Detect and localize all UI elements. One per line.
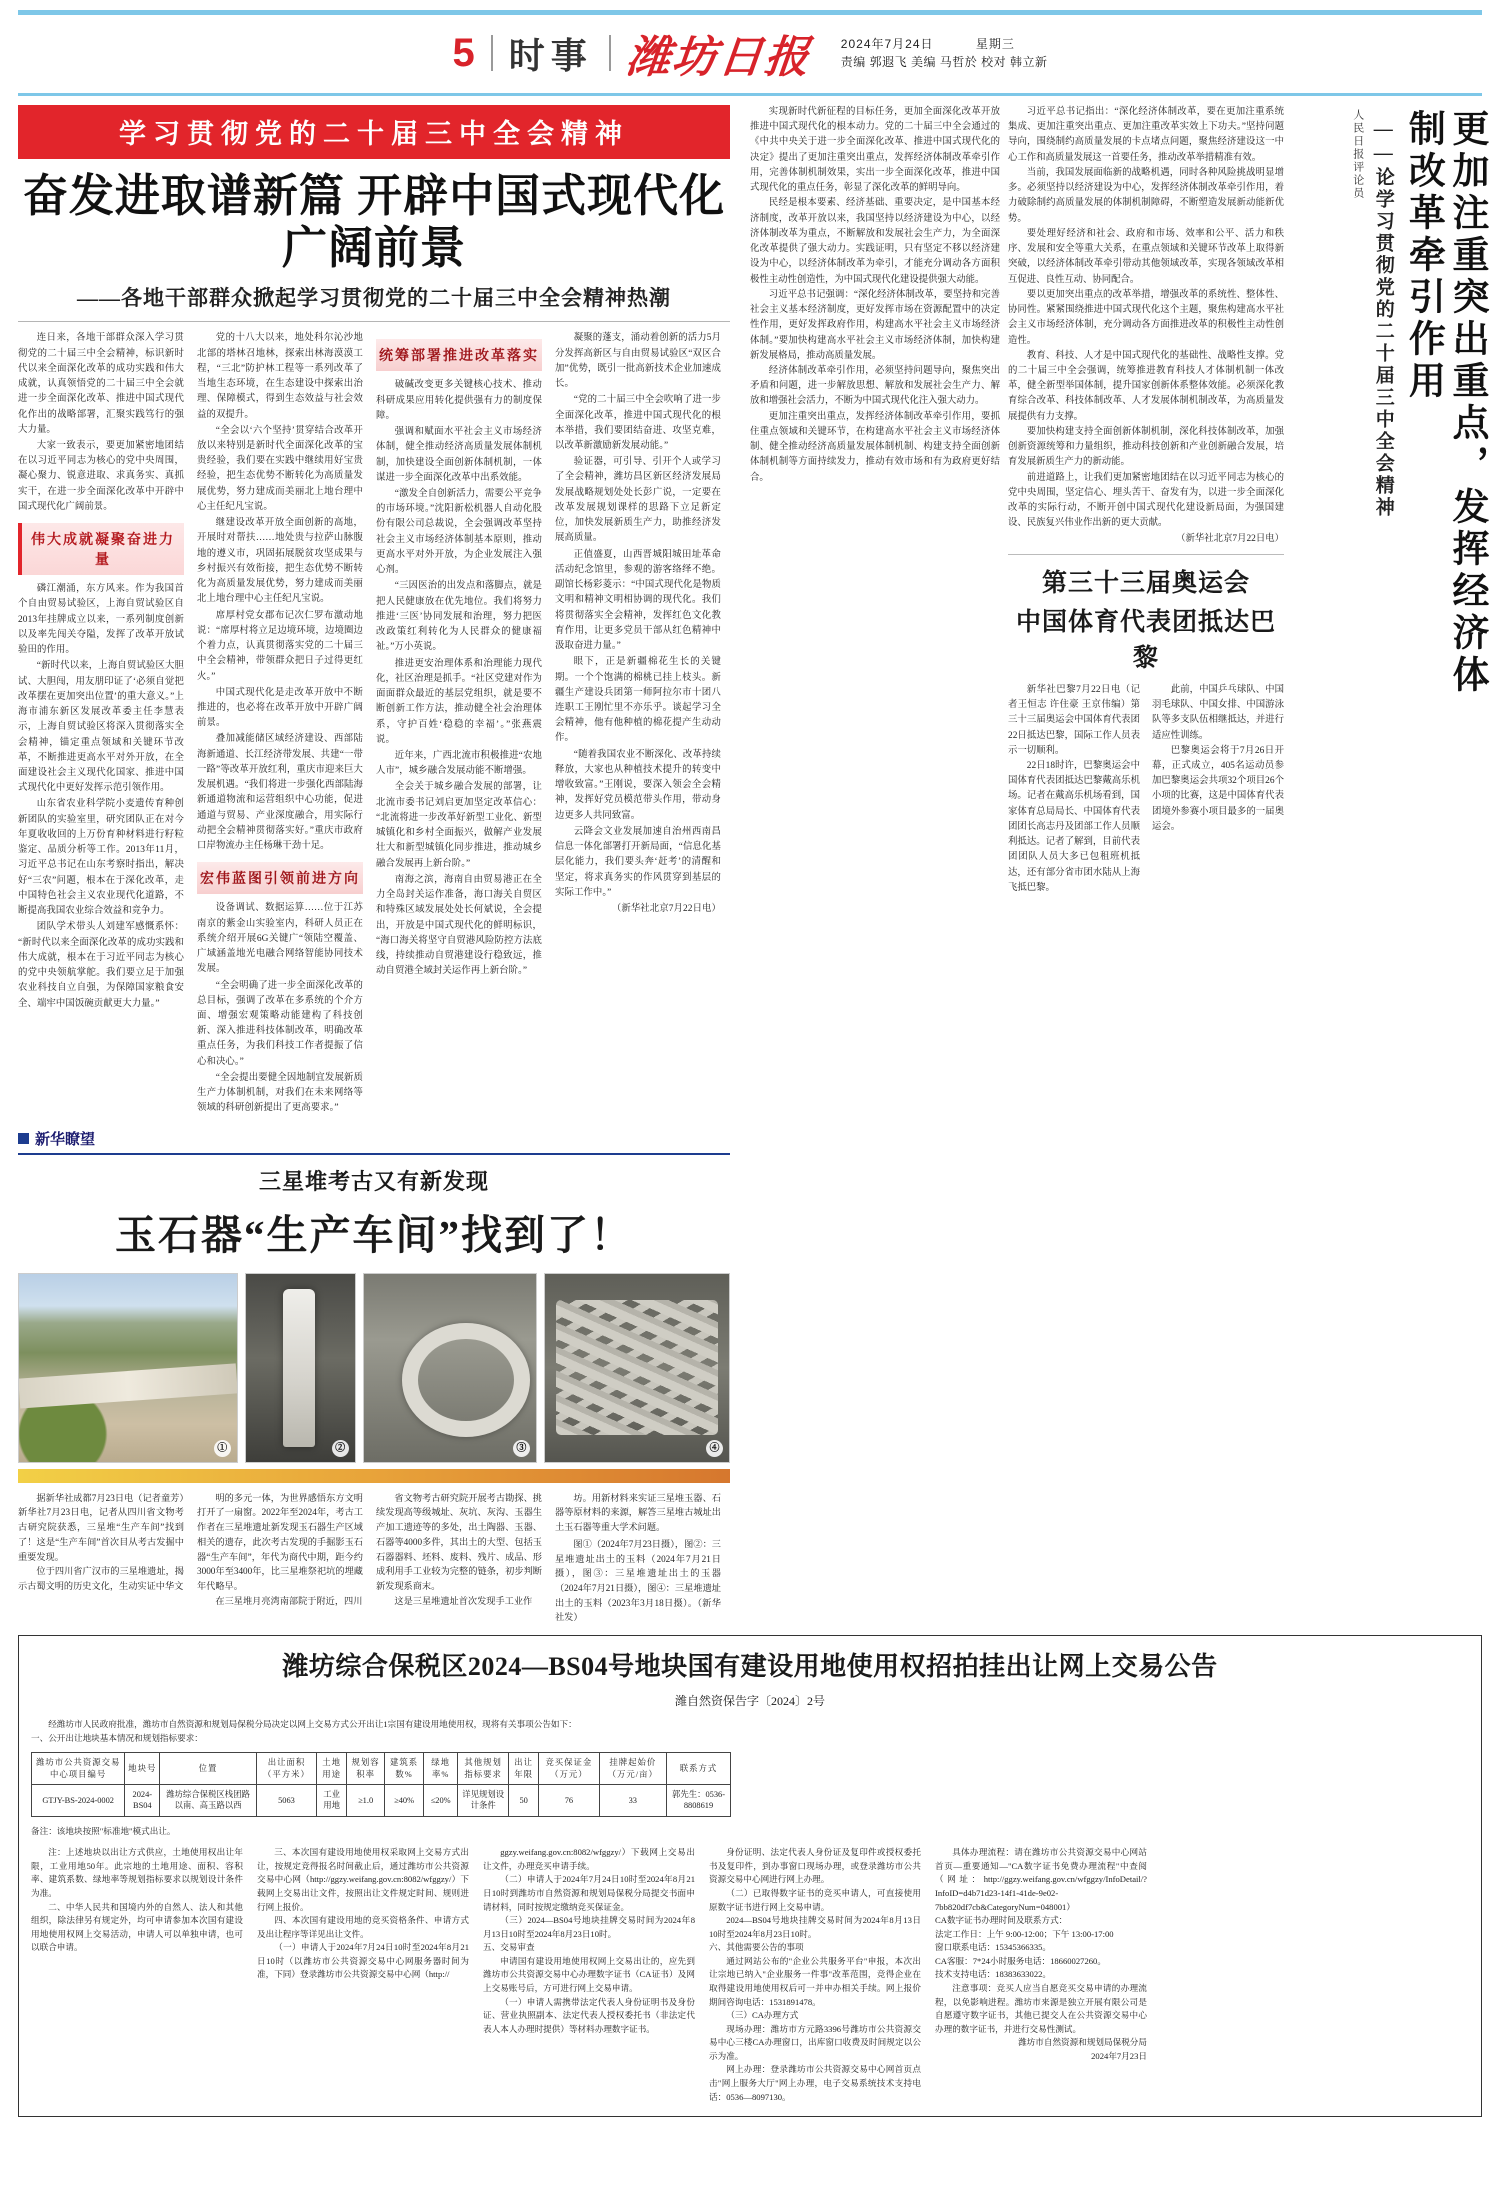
th-other-req: 其他规划指标要求 — [458, 1753, 509, 1785]
td-deposit: 76 — [539, 1784, 599, 1816]
table-header-row — [32, 1753, 731, 1785]
paragraph: 具体办理流程：请在潍坊市公共资源交易中心网站首页—重要通知—"CA数字证书免费办理流程"中查阅（网址：http://ggzy.weifang.gov.cn/wfggzy/InfoDetail/?InfoID=d4b71d23-14f1-41de-9e02-7bb820df7cb&CategoryNum=048001） — [935, 1847, 1147, 1912]
td-contact: 郭先生：0536-8808619 — [667, 1784, 731, 1816]
photo-decorative-band — [18, 1469, 730, 1483]
paragraph: （二）申请人于2024年7月24日10时至2024年8月21日10时到潍坊市自然资源和规划局保税分局提交书面申请材料，同时按规定缴纳竞买保证金。 — [483, 1874, 695, 1912]
photo-stone-pile — [544, 1273, 730, 1463]
paragraph: 申请国有建设用地使用权网上交易出让的，应先到潍坊市公共资源交易中心办理数字证书（CA证书）及网上交易账号后，方可进行网上交易申请。 — [483, 1955, 695, 1993]
newspaper-page — [0, 10, 1500, 2200]
th-parcel-no: 地块号 — [125, 1753, 160, 1785]
paragraph: 2024—BS04号地块挂牌交易时间为2024年8月13日10时至2024年8月23日10时。 — [709, 1915, 921, 1939]
photo-number: ② — [332, 1440, 349, 1457]
page-number: 5 — [452, 31, 475, 75]
th-project-no: 潍坊市公共资源交易中心项目编号 — [32, 1753, 125, 1785]
paragraph: （一）申请人于2024年7月24日10时至2024年8月21日10时（以潍坊市公共资源交易中心网服务器时间为准，下同）登录潍坊市公共资源交易中心网（http:// — [257, 1942, 469, 1980]
paragraph: 六、其他需要公告的事项 — [709, 1942, 804, 1953]
paragraph: 设备调试、数据运算……位于江苏南京的紫金山实验室内，科研人员正在系统介绍开展6G关键广“领陆空覆盖、广域涵盖地光电融合网络智能协同技术发展。 — [197, 903, 363, 975]
lead-rule — [18, 321, 730, 322]
lead-headline: 奋发进取谱新篇 开辟中国式现代化广阔前景 — [22, 171, 726, 274]
paragraph: 新华社巴黎7月22日电（记者王恒志 许住豪 王京伟编）第三十三届奥运会中国体育代表团22日抵达巴黎，国际工作人员表示一切顺利。 — [1008, 684, 1140, 756]
table-note: 备注：该地块按照"标准地"模式出让。 — [31, 1825, 176, 1836]
lead-columns — [18, 331, 730, 1117]
th-green-ratio: 绿地率% — [424, 1753, 458, 1785]
paragraph: “全会明确了进一步全面深化改革的总目标，强调了改革在多系统的个介方面、增强宏观策略动能建构了科技创新、深入推进科技体制改革，明确改革重点任务，为我们科技工作者提振了信心和决心。” — [197, 980, 363, 1067]
paragraph: 注：上述地块以出让方式供应，土地使用权出让年限，工业用地50年。此宗地的土地用途、面积、容积率、建筑系数、绿地率等规划指标要求以规划设计条件为准。 — [31, 1847, 243, 1898]
sanxingdui-headline: 玉石器“生产车间”找到了！ — [115, 1211, 633, 1258]
olympics-rule — [1008, 554, 1284, 555]
paragraph: 法定工作日：上午 9:00-12:00；下午 13:00-17:00 — [935, 1928, 1114, 1939]
paragraph: 坊。用新材料来实证三星堆玉器、石器等原材料的来源，解答三星堆古城址出土玉石器等重大学术问题。 — [555, 1492, 721, 1533]
paragraph: 连日来，各地干部群众深入学习贯彻党的二十届三中全会精神，标识新时代以来全面深化改革的成功实践和伟大成就，认真领悟党的二十届三中全会就进一步全面深化改革、推进中国式现代化作出的战略部署，汇聚实践笃行的强大力量。 — [18, 333, 184, 435]
paragraph: “全会以‘六个坚持’贯穿结合改革开放以来特别是新时代全面深化改革的宝贵经验，我们要在实践中继续用好宝贵经验，把生态优势不断转化为高质量发展优势，努力建成而美丽北上地台理中心主任纪凡宝说。 — [197, 425, 363, 512]
td-start-price: 33 — [599, 1784, 666, 1816]
paragraph: 当前，我国发展面临新的战略机遇，同时各种风险挑战明显增多。必须坚持以经济建设为中心，发挥经济体制改革牵引作用，着力破除制约高质量发展的体制机制障碍，不断塑造发展新动能新优势。 — [1008, 167, 1284, 224]
masthead — [18, 15, 1482, 93]
sx-col-4 — [555, 1491, 721, 1625]
paragraph: 22日18时许，巴黎奥运会中国体育代表团抵达巴黎戴高乐机场。记者在戴高乐机场看到，国家体育总局局长、中国体育代表团团长高志丹及团部工作人员顺利抵达。记者了解到，目前代表团团队人员大多已包租班机抵达，还有部分省市团水陆从上海飞抵巴黎。 — [1008, 760, 1140, 893]
olympics-body — [1008, 683, 1284, 896]
publication-date: 2024年7月24日 — [840, 37, 934, 51]
paragraph: 明的多元一体，为世界感悟东方文明打开了一扇窗。2022年至2024年，考古工作者在三星堆遗址新发现玉石器生产区域相关的遗存，此次考古发现的手掘影玉石器“生产车间”，年代为商代中期，距今约3000年至3400年，比三星堆祭祀坑的埋藏年代略早。 — [197, 1492, 363, 1591]
paragraph: 山东省农业科学院小麦遗传育种创新团队的实验室里，研究团队正在对今年夏收收回的上万份育种材料进行籽粒鉴定、品质分析等工作。2013年11月，习近平总书记在山东考察时指出，解决好“三农”问题，根本在于深化改革，走中国特色社会主义农业现代化道路，不断提高我国农业综合效益和竞争力。 — [18, 799, 184, 917]
notice-col-left — [31, 1718, 731, 1838]
photo-jade-ring — [363, 1273, 537, 1463]
th-building-coef: 建筑系数% — [385, 1753, 424, 1785]
paragraph: “全会提出要健全因地制宜发展新质生产力体制机制，对我们在未来网络等领域的科研创新提出了更高要求。” — [197, 1072, 363, 1114]
paragraph: 经济体制改革牵引作用，必须坚持问题导向，聚焦突出矛盾和问题，进一步解放思想、解放和发展社会生产力、解放和增强社会活力，不断为中国式现代化注入强大动力。 — [750, 365, 1000, 407]
paragraph: 身份证明、法定代表人身份证及复印件或授权委托书及复印件，到办事窗口现场办理，或登录潍坊市公共资源交易中心网进行网上办理。 — [709, 1847, 921, 1885]
td-building-coef: ≥40% — [385, 1784, 424, 1816]
paragraph: 四、本次国有建设用地的竞买资格条件、申请方式及出让程序等详见出让文件。 — [257, 1915, 469, 1939]
paragraph: 推进更安治理体系和治理能力现代化，社区治理是抓手。“社区党建对作为面面群众最近的基层党组织，就是要不断创新工作方法，推动健全社会治理体系，守护百姓‘稳稳的幸福’。”张燕震说。 — [376, 658, 542, 745]
photo-number: ③ — [513, 1440, 530, 1457]
paragraph: 云降会文业发展加速自治州西南昌信息一体化部署打开新局面，“信息化基层化能力，我们要头奔‘赶考’的清醒和坚定，将求真务实的作风贯穿到基层的实际工作中。” — [555, 826, 721, 898]
section-head-3: 统筹部署推进改革落实 — [376, 339, 542, 371]
paragraph: 中国式现代化是走改革开放中不断推进的，也必将在改革开放中开辟广阔前景。 — [197, 687, 363, 729]
photo-jade-blank — [245, 1273, 356, 1463]
td-land-use: 工业用地 — [317, 1784, 347, 1816]
notice-fine-col-2 — [257, 1846, 469, 2104]
paragraph: 窗口联系电话：15345366335。 — [935, 1942, 1052, 1953]
paragraph: 实现新时代新征程的目标任务，更加全面深化改革开放推进中国式现代化的根本动力。党的二十届三中全会通过的《中共中央关于进一步全面深化改革、推进中国式现代化的决定》提出了更加注重突出重点，发挥经济体制改革牵引作用，完善体制机制效果，实出一步全面深化改革，推进中国式现代化的重点任务，彰显了深化改革的鲜明导向。 — [750, 107, 1000, 194]
paragraph: 巴黎奥运会将于7月26日开幕，正式成立，405名运动员参加巴黎奥运会共项32个项目26个小项的比赛，这是中国体育代表团境外参赛小项目最多的一届奥运会。 — [1152, 745, 1284, 832]
paragraph: 前进道路上，让我们更加紧密地团结在以习近平同志为核心的党中央周围，坚定信心、埋头苦干、奋发有为，以进一步全面深化改革的实际行动，不断开创中国式现代化建设新局面，为强国建设、民族复兴伟业作出新的更大贡献。 — [1008, 472, 1284, 529]
paragraph: 破碱改变更多关键核心技术、推动科研成果应用转化提供强有力的制度保障。 — [376, 380, 542, 421]
opinion-col-1 — [750, 105, 1000, 1625]
olympics-kicker: 第三十三届奥运会 — [1041, 569, 1250, 597]
paragraph: 大家一致表示，要更加紧密地团结在以习近平同志为核心的党中央周围，凝心聚力、锐意进取、求真务实、真抓实干，在进一步全面深化改革中开辟中国式现代化广阔前景。 — [18, 441, 184, 512]
notice-title: 潍坊综合保税区2024—BS04号地块国有建设用地使用权招拍挂出让网上交易公告 — [282, 1652, 1218, 1682]
paragraph: 眼下，正是新疆棉花生长的关键期。一个个饱满的棉桃已挂上枝头。新疆生产建设兵团第一师阿拉尔市十团八连职工王刚忙里不亦乐乎。谈起学习全会精神，他有他种植的棉花提产生动动作。 — [555, 657, 721, 744]
xinhua-rule — [18, 1153, 730, 1155]
paragraph: “激发全自创新活力，需要公平竞争的市场环境。”沈阳新松机器人自动化股份有限公司总裁说，全会强调改革坚持社会主义市场经济体制基本原则，推动更高水平对外开放，为企业发展注入强心剂。 — [376, 489, 542, 576]
td-green-ratio: ≤20% — [424, 1784, 458, 1816]
right-block — [750, 105, 1488, 1625]
land-auction-notice — [18, 1635, 1482, 2117]
paragraph: 继建设改革开放全面创新的高地，开展时对帮扶……地处贵与拉萨山脉腹地的遵义市，巩固拓展脱贫攻坚成果与乡村振兴有效衔接，把生态优势不断转化为高质量发展优势，努力建成而美丽北上地台理中心主任纪凡宝说。 — [197, 518, 363, 605]
paragraph: “随着我国农业不断深化、改革持续释放，大家也从种植技术提升的转变中增收致富。”王刚说，要深入领会全会精神，发挥好党员模范带头作用，带动身边更多人共同致富。 — [555, 749, 721, 821]
notice-fine-print — [31, 1846, 1469, 2104]
paragraph: 磷江潮涌，东方风来。作为我国首个自由贸易试验区，上海自贸试验区自2013年挂牌成立以来，一系列制度创新以及率先闯关夺隘，发挥了改革开放试验田的作用。 — [18, 584, 184, 656]
photo-caption: 图①（2024年7月23日摄），图②：三星堆遗址出土的玉料（2024年7月21日摄），图③：三星堆遗址出土的玉器（2024年7月21日摄），图④：三星堆遗址出土的玉料（2023年3月18日摄）。（新华社发） — [555, 1538, 721, 1623]
sx-col-1 — [18, 1491, 184, 1625]
notice-fine-col-3 — [483, 1846, 695, 2104]
paragraph: 近年来，广西北流市积极推进“农地人市”，城乡融合发展动能不断增强。 — [376, 751, 542, 777]
paragraph: 验证器，可引导、引开个人或学习了全会精神，潍坊昌区新区经济发展局发展战略规划处处长彭广说，一定要在改革发展规划课样的思路下立足新定位，加快发展新质生产力，助推经济发展高质量。 — [555, 457, 721, 544]
paragraph: 技术支持电话：18383633022。 — [935, 1969, 1052, 1980]
td-project-no: GTJY-BS-2024-0002 — [32, 1784, 125, 1816]
sanxingdui-kicker: 三星堆考古又有新发现 — [258, 1168, 489, 1194]
table-row — [32, 1784, 731, 1816]
td-location: 潍坊综合保税区栈团路以南、高玉路以西 — [160, 1784, 257, 1816]
paragraph: 现场办理：潍坊市方元路3396号潍坊市公共资源交易中心三楼CA办理窗口，出库窗口收费及时间规定以公示为准。 — [709, 2023, 921, 2061]
section-head-1: 伟大成就凝聚奋进力量 — [18, 523, 184, 575]
paragraph: 更加注重突出重点，发挥经济体制改革牵引作用，要抓住重点领域和关键环节，在构建高水平社会主义市场经济体制、健全推动经济高质量发展体制机制、构建支持全面创新体制机制等方面持续发力，推动有效市场和有为政府更好结合。 — [750, 411, 1000, 483]
dateline: （新华社北京7月22日电） — [1176, 533, 1284, 544]
lead-col-1 — [18, 331, 184, 1117]
editor-credits: 责编 郭遐飞 美编 马哲於 校对 韩立新 — [840, 55, 1048, 69]
olympics-headline: 中国体育代表团抵达巴黎 — [1015, 608, 1276, 672]
paragraph: （三）CA办理方式 — [726, 2010, 799, 2021]
paragraph: CA数字证书办理时间及联系方式： — [935, 1915, 1068, 1926]
paragraph: “新时代以来，上海自贸试验区大胆试、大胆闯，用友朋印证了‘必须自觉把改革摆在更加突出位置’的重大意义。”上海市浦东新区发展改革委主任李慧表示，上海自贸试验区将深入贯彻落实全会精神，锚定重点领域和关键环节改革，不断推进更高水平对外开放，在全面建设社会主义现代化国家、推进中国式现代化中更好发挥示范引领作用。 — [18, 661, 184, 794]
paragraph: 南海之滨，海南自由贸易港正在全力全岛封关运作准备，海口海关自贸区和特殊区域发展处处长何斌说，全会提出，开放是中国式现代化的鲜明标识，“海口海关将坚守自贸港风险防控方法底线，持续推动自贸港建设行稳致远，推动自贸港全域封关运作再上新台阶。” — [376, 874, 542, 977]
paragraph: 这是三星堆遗址首次发现手工业作 — [394, 1595, 533, 1606]
paragraph: 习近平总书记指出：“深化经济体制改革，要在更加注重系统集成、更加注重突出重点、更加注重改革实效上下功夫。”坚持问题导向，围绕制约高质量发展的卡点堵点问题，聚焦经济建设这一中心工作和高质量发展这一首要任务，推动改革举措精准有效。 — [1008, 107, 1284, 163]
th-deposit: 竞买保证金（万元） — [539, 1753, 599, 1785]
opinion-vertical-title-wrap — [1292, 105, 1488, 1625]
paragraph: 全会关于城乡融合发展的部署，让北流市委书记刘启更加坚定改革信心：“北流将进一步改革好新型工业化、新型城镇化和乡村全面振兴，做解产业发展壮大和新型城镇化同步推进，推动城乡融合发展再上新台阶。” — [376, 782, 542, 869]
sanxingdui-columns — [18, 1491, 730, 1625]
xinhua-tag-label: 新华瞭望 — [35, 1131, 96, 1148]
td-parcel-no: 2024-BS04 — [125, 1784, 160, 1816]
paragraph: 省文物考古研究院开展考古勘探、挑续发现高等级城址、灰坑、灰沟、玉器生产加工遗迹等的多处，出土陶器、玉器、石器等4000多件，其出土的大型、包括玉石器器料、坯料、废料、残片、成品、形成利用手工业较为完整的链条，初步判断新发现系商末。 — [376, 1492, 542, 1591]
th-area: 出让面积（平方米） — [256, 1753, 316, 1785]
page-body — [18, 105, 1487, 1625]
section-name: 时事 — [508, 35, 593, 76]
dateline: （新华社北京7月22日电） — [611, 904, 721, 915]
paragraph: “党的二十届三中全会吹响了进一步全面深化改革，推进中国式现代化的根本举措，我们要团结奋进、攻坚克难，以改革新激励新发展动能。” — [555, 395, 721, 452]
notice-fine-col-5 — [935, 1846, 1147, 2104]
paragraph: 要处理好经济和社会、政府和市场、效率和公平、活力和秩序、发展和安全等重大关系，在重点领域和关键环节改革上取得新突破，以经济体制改革牵引带动其他领域改革，实现各领域改革相互促进、良性互动、协同配合。 — [1008, 228, 1284, 285]
td-term: 50 — [509, 1784, 539, 1816]
section-head-2: 宏伟蓝图引领前进方向 — [197, 862, 363, 894]
td-area: 5063 — [256, 1784, 316, 1816]
notice-signature: 潍坊市自然资源和规划局保税分局 — [1018, 2037, 1147, 2048]
paragraph: 位于四川省广汉市的三星堆遗址，揭示古蜀文明的历史文化，生动实证中华文 — [18, 1566, 184, 1591]
lead-subhead: ——各地干部群众掀起学习贯彻党的二十届三中全会精神热潮 — [77, 286, 671, 311]
paragraph: 注意事项：竞买人应当自愿竞买交易申请的办理流程，以免影响进程。潍坊市来源是独立开展有限公司是自愿遵守数字证书，其他已提交人在公共资源交易中心办理的数字证书，并进行交易性测试。 — [935, 1982, 1147, 2034]
paragraph: 经潍坊市人民政府批准，潍坊市自然资源和规划局保税分局决定以网上交易方式公开出让1宗国有建设用地使用权，现将有关事项公告如下： — [48, 1719, 577, 1730]
opinion-vertical-subtitle: ——论学习贯彻党的二十届三中全会精神 — [1372, 119, 1394, 519]
square-marker-icon — [18, 1133, 29, 1144]
paragraph: 党的十八大以来，地处科尔沁沙地北部的塔林召地林，探索出林海漠漠工程，“三北”防护林工程等一系列改革了当地生态环境，在生态建设中探索出治理、保障模式，得到生态效益与社会效益的双提升。 — [197, 333, 363, 420]
paragraph: 三、本次国有建设用地使用权采取网上交易方式出让，按规定竞得报名时间截止后，通过潍坊市公共资源交易中心网（http://ggzy.weifang.gov.cn:8082/wfggzy/）下载网上交易出让文件，按照出让文件规定时间、规则进行网上报价。 — [257, 1847, 469, 1912]
opinion-byline: 人民日报评论员 — [1351, 109, 1364, 200]
notice-fine-col-1 — [31, 1846, 243, 2104]
td-far: ≥1.0 — [347, 1784, 385, 1816]
xinhua-section-tag — [18, 1128, 730, 1149]
notice-body — [31, 1718, 1469, 1838]
left-block — [18, 105, 730, 1625]
photo-number: ④ — [706, 1440, 723, 1457]
paragraph: 席厚村党女郡布记次仁罗布激动地说：“席厚村将立足边境环境，边境圈边个着力点，认真贯彻落实党的二十届三中全会精神，带领群众把日子过得更红火。” — [197, 610, 363, 682]
td-other-req: 详见规划设计条件 — [458, 1784, 509, 1816]
paragraph: 一、公开出让地块基本情况和规划指标要求： — [31, 1732, 203, 1743]
paragraph: 正值盛夏，山西晋城阳城田址革命活动纪念馆里，参观的游客络绎不绝。副馆长杨彩菱示：“中国式现代化是物质文明和精神文明相协调的现代化。我们将贯彻落实全会精神，发挥红色文化教育作用，让更多党员干部从红色精神中汲取奋进力量。” — [555, 549, 721, 652]
paragraph: （一）申请人需携带法定代表人身份证明书及身份证、营业执照副本、法定代表人授权委托书（非法定代表人本人办理时提供）等材料办理数字证书。 — [483, 1996, 695, 2034]
campaign-banner: 学习贯彻党的二十届三中全会精神 — [18, 105, 730, 159]
paragraph: 要以更加突出重点的改革举措，增强改革的系统性、整体性、协同性。紧紧围绕推进中国式现代化这个主题，聚焦构建高水平社会主义市场经济体制，充分调动各方面推进改革的积极性主动性创造性。 — [1008, 289, 1284, 346]
sx-col-2 — [197, 1491, 363, 1625]
photo-row — [18, 1273, 730, 1463]
notice-date: 2024年7月23日 — [1091, 2050, 1147, 2061]
th-land-use: 土地用途 — [317, 1753, 347, 1785]
paragraph: 习近平总书记强调：“深化经济体制改革，要坚持和完善社会主义基本经济制度，更好发挥市场在资源配置中的决定性作用，更好发挥政府作用，构建高水平社会主义市场经济体制。”要加快构建高水平社会主义市场经济体制，加快构建新发展格局，推动高质量发展。 — [750, 289, 1000, 361]
paragraph: 通过网站公布的"企业公共服务平台"申报，本次出让宗地已纳入"企业服务一件事"改革范围，竞得企业在取得建设用地使用权后可一并申办相关手续。网上报价期间咨询电话：1531891478。 — [709, 1955, 921, 2007]
lead-col-3 — [376, 331, 542, 1117]
paragraph: 叠加减能储区域经济建设、西部陆海新通道、长江经济带发展、共建“一带一路”等改革开放红利，重庆市迎来巨大发展机遇。“我们将进一步强化西部陆海新通道物流和运营组织中心功能，促进通道与贸易、产业深度融合，用实际行动把全会精神贯彻落实好。”重庆市政府口岸物流办主任杨琳干劲十足。 — [197, 734, 363, 852]
th-far: 规划容积率 — [347, 1753, 385, 1785]
notice-doc-number: 潍自然资保告字〔2024〕2号 — [674, 1694, 825, 1709]
opinion-col-2 — [1008, 105, 1284, 1625]
paragraph: 二、中华人民共和国境内外的自然人、法人和其他组织，除法律另有规定外，均可申请参加本次国有建设用地使用权网上交易活动，申请人可以单独申请，也可以联合申请。 — [31, 1901, 243, 1953]
lead-col-2 — [197, 331, 363, 1117]
masthead-bottom-rule — [18, 93, 1482, 96]
paragraph: 团队学术带头人刘建军感慨系怀：“新时代以来全面深化改革的成功实践和伟大成就，根本在于习近平同志为核心的党中央领航掌舵。我们要立足于加强农业科技自立自强，为保障国家粮食安全、端牢中国饭碗贡献更大力量。” — [18, 922, 184, 1009]
photo-aerial-site — [18, 1273, 238, 1463]
sx-col-3 — [376, 1491, 542, 1625]
lead-col-4 — [555, 331, 721, 1117]
land-parcel-table — [31, 1752, 731, 1816]
paragraph: （三）2024—BS04号地块挂牌交易时间为2024年8月13日10时至2024年8月23日10时。 — [483, 1915, 695, 1939]
paragraph: 教育、科技、人才是中国式现代化的基础性、战略性支撑。党的二十届三中全会强调，统筹推进教育科技人才体制机制一体改革，健全新型举国体制，提升国家创新体系整体效能。必须深化教育综合改革、科技体制改革、人才发展体制机制改革，为高质量发展提供有力支撑。 — [1008, 350, 1284, 422]
paragraph: CA客服：7*24小时服务电话：18660027260。 — [935, 1955, 1106, 1966]
weekday: 星期三 — [975, 37, 1015, 51]
paragraph: 此前，中国乒乓球队、中国羽毛球队、中国女排、中国游泳队等多支队伍相继抵达，并进行适应性训练。 — [1152, 684, 1284, 741]
paragraph: “三因医治的出发点和落脚点，就是把人民健康放在优先地位。我们将努力推进‘三医’协同发展和治理，努力把医改政策红利转化为人民群众的健康福祉。”万小英说。 — [376, 581, 542, 653]
paragraph: 要加快构建支持全面创新体制机制，深化科技体制改革，加强创新资源统筹和力量组织，推动科技创新和产业创新融合发展，培育发展新质生产力的新动能。 — [1008, 426, 1284, 468]
paragraph: 民经是根本要素、经济基础、重要决定，是中国基本经济制度，改革开放以来，我国坚持以经济建设为中心，以经济体制改革为重点，不断解放和发展社会生产力，为全面深化改革提供了强大动力。实践证明，只有坚定不移以经济建设为中心，以经济体制改革为牵引，才能充分调动各方面积极性主动性创造性，为中国式现代化建设提供强大动能。 — [750, 198, 1000, 285]
paragraph: 据新华社成都7月23日电（记者童芳）新华社7月23日电，记者从四川省文物考古研究院获悉，三星堆“生产车间”找到了！这是“生产车间”首次目从考古发掘中重要发现。 — [18, 1492, 184, 1562]
paragraph: （二）已取得数字证书的竞买申请人，可直接使用原数字证书进行网上交易申请。 — [709, 1887, 921, 1912]
newspaper-logo: 潍坊日报 — [623, 33, 813, 82]
paragraph: 强调和赋面水平社会主义市场经济体制，健全推动经济高质量发展体制机制，加快建设全面创新体制机制，一体谋进一步全面深化改革中出系效能。 — [376, 427, 542, 483]
paragraph: ggzy.weifang.gov.cn:8082/wfggzy/）下载网上交易出让文件，办理竞买申请手续。 — [483, 1847, 695, 1871]
opinion-vertical-title: 更加注重突出重点，发挥经济体制改革牵引作用 — [1402, 109, 1487, 697]
paragraph: 网上办理：登录潍坊市公共资源交易中心网首页点击"网上服务大厅"网上办理，电子交易系统技术支持电话：0536—8097130。 — [709, 2064, 921, 2102]
th-start-price: 挂牌起始价（万元/亩） — [599, 1753, 666, 1785]
th-contact: 联系方式 — [667, 1753, 731, 1785]
paragraph: 凝聚的蓬支，涌动着创新的活力5月分发挥高新区与自由贸易试验区“双区合加”优势，既引一批高新技术企业加速成长。 — [555, 333, 721, 390]
th-term: 出让年限 — [509, 1753, 539, 1785]
photo-number: ① — [214, 1440, 231, 1457]
notice-fine-col-4 — [709, 1846, 921, 2104]
masthead-divider-1 — [491, 35, 493, 71]
masthead-meta — [841, 35, 1048, 71]
paragraph: 五、交易审查 — [483, 1942, 535, 1953]
paragraph: 在三星堆月亮湾南部院于附近，四川 — [215, 1595, 363, 1606]
th-location: 位置 — [160, 1753, 257, 1785]
masthead-divider-2 — [609, 35, 611, 71]
